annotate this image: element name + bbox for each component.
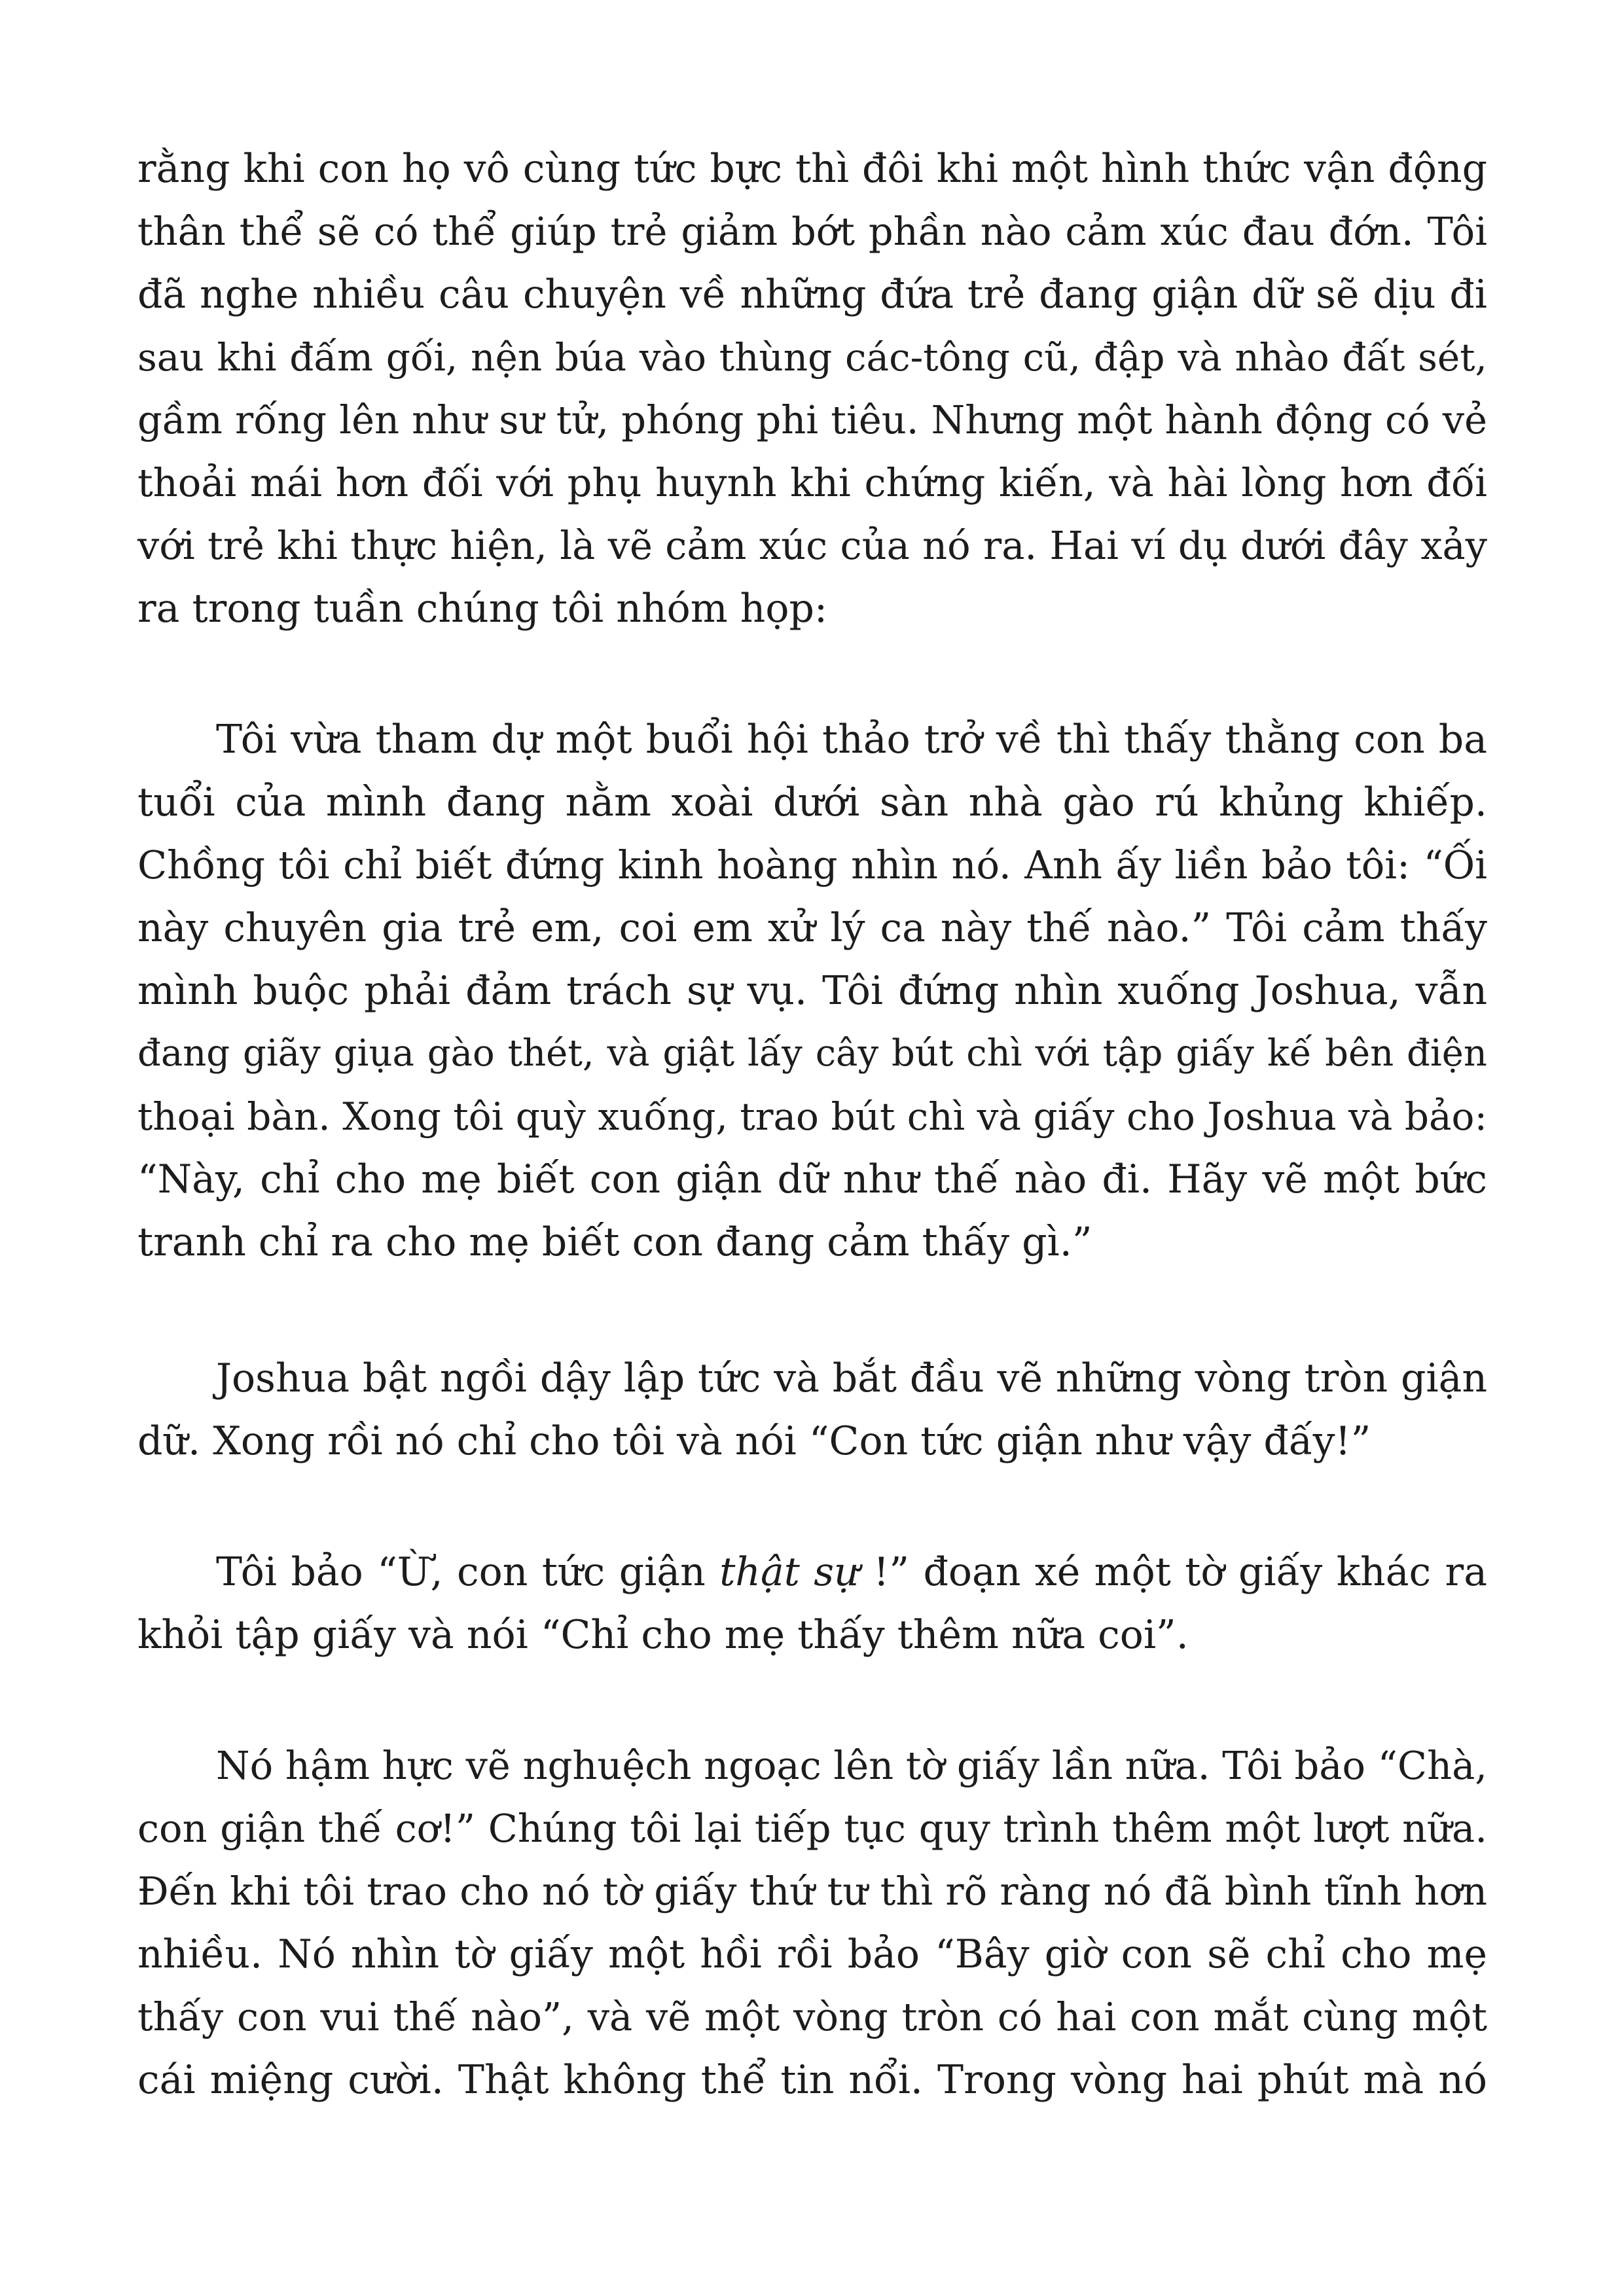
text-line: Joshua bật ngồi dậy lập tức và bắt đầu vẽ những vòng tròn giận <box>216 1355 1487 1401</box>
text-line: cái miệng cười. Thật không thể tin nổi. Trong vòng hai phút mà nó <box>137 2057 1487 2103</box>
text-line: con giận thế cơ!” Chúng tôi lại tiếp tục quy trình thêm một lượt nữa. <box>137 1806 1487 1851</box>
text-line: mình buộc phải đảm trách sự vụ. Tôi đứng nhìn xuống Joshua, vẫn <box>137 968 1487 1014</box>
text-line: Nó hậm hực vẽ nghuệch ngoạc lên tờ giấy lần nữa. Tôi bảo “Chà, <box>216 1743 1487 1788</box>
text-line: dữ. Xong rồi nó chỉ cho tôi và nói “Con tức giận như vậy đấy!” <box>137 1418 1371 1464</box>
text-line: sau khi đấm gối, nện búa vào thùng các-tông cũ, đập và nhào đất sét, <box>137 335 1487 380</box>
text-line: thân thể sẽ có thể giúp trẻ giảm bớt phần nào cảm xúc đau đớn. Tôi <box>137 209 1487 254</box>
text-line: Chồng tôi chỉ biết đứng kinh hoàng nhìn nó. Anh ấy liền bảo tôi: “Ối <box>137 842 1487 888</box>
text-line: gầm rống lên như sư tử, phóng phi tiêu. Nhưng một hành động có vẻ <box>137 397 1487 442</box>
text-line: ra trong tuần chúng tôi nhóm họp: <box>137 586 828 632</box>
text-line: rằng khi con họ vô cùng tức bực thì đôi khi một hình thức vận động <box>137 146 1487 192</box>
text-line: thấy con vui thế nào”, và vẽ một vòng tròn có hai con mắt cùng một <box>137 1994 1487 2039</box>
text-line: đang giãy giụa gào thét, và giật lấy cây bút chì với tập giấy kế bên điện <box>137 1032 1487 1075</box>
text-line: này chuyên gia trẻ em, coi em xử lý ca này thế nào.” Tôi cảm thấy <box>137 905 1487 951</box>
text-line: với trẻ khi thực hiện, là vẽ cảm xúc của nó ra. Hai ví dụ dưới đây xảy <box>137 523 1487 568</box>
text-line: thoải mái hơn đối với phụ huynh khi chứng kiến, và hài lòng hơn đối <box>137 460 1487 505</box>
text-line <box>216 1541 1487 1604</box>
text-line: thoại bàn. Xong tôi quỳ xuống, trao bút chì và giấy cho Joshua và bảo: <box>137 1094 1487 1139</box>
text-segment: !” đoạn xé một tờ giấy khác ra <box>859 1549 1488 1595</box>
text-line: Tôi vừa tham dự một buổi hội thảo trở về thì thấy thằng con ba <box>216 717 1487 762</box>
text-line: tranh chỉ ra cho mẹ biết con đang cảm thấy gì.” <box>137 1219 1092 1265</box>
text-line: nhiều. Nó nhìn tờ giấy một hồi rồi bảo “Bây giờ con sẽ chỉ cho mẹ <box>137 1931 1487 1977</box>
text-line: khỏi tập giấy và nói “Chỉ cho mẹ thấy thêm nữa coi”. <box>137 1612 1189 1658</box>
italic-emphasis: thật sự <box>719 1549 859 1595</box>
text-line: “Này, chỉ cho mẹ biết con giận dữ như thế nào đi. Hãy vẽ một bức <box>137 1157 1487 1202</box>
text-line: tuổi của mình đang nằm xoài dưới sàn nhà gào rú khủng khiếp. <box>137 780 1487 825</box>
text-segment: Tôi bảo “Ừ, con tức giận <box>216 1549 720 1595</box>
text-line: Đến khi tôi trao cho nó tờ giấy thứ tư thì rõ ràng nó đã bình tĩnh hơn <box>137 1869 1487 1914</box>
text-line: đã nghe nhiều câu chuyện về những đứa trẻ đang giận dữ sẽ dịu đi <box>137 272 1487 317</box>
